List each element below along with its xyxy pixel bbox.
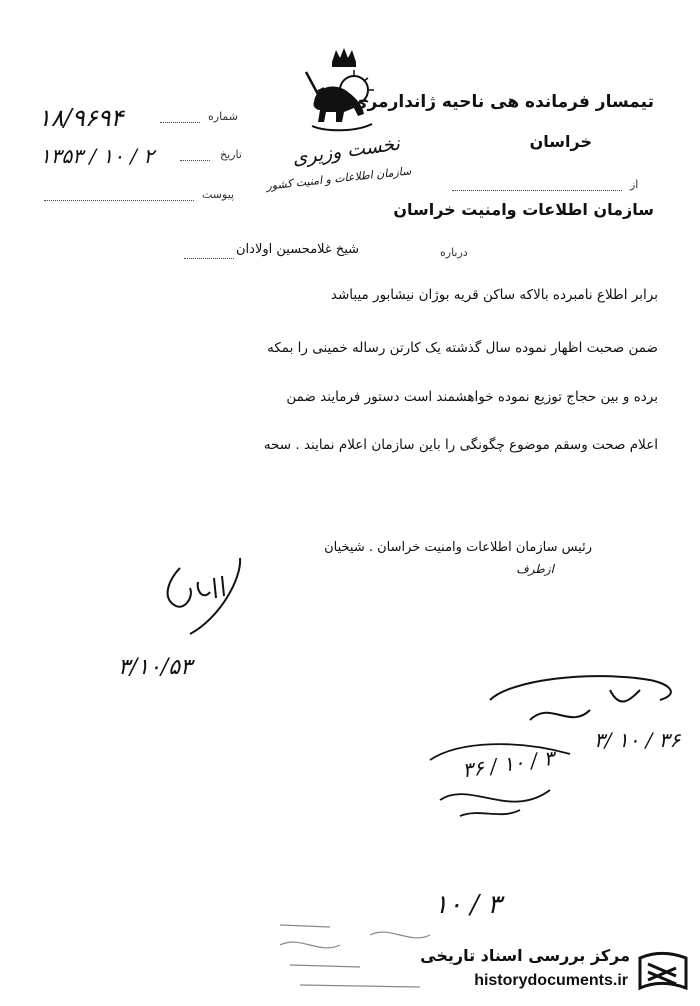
signature-by: ازطرف (516, 562, 554, 576)
from-label: از (630, 178, 639, 191)
addressee-line-1: تیمسار فرمانده هی ناحیه ژاندارمری (351, 92, 654, 112)
date-dots (180, 160, 210, 161)
subject-dots (184, 258, 234, 259)
handwritten-signature-1 (150, 548, 270, 638)
right-date-annotation-2: ۳۶ / ۱۰ / ۳ (460, 745, 556, 783)
date-label: تاریخ (220, 148, 242, 161)
number-label: شماره (208, 110, 239, 123)
subject-value: شیخ غلامحسین اولادان (236, 242, 360, 257)
body-line-3: برده و بین حجاج توزیع نموده خواهشمند است دستور فرمایند ضمن (286, 389, 658, 405)
ministry-label: نخست وزیری (290, 132, 402, 170)
watermark-logo-icon (636, 944, 690, 998)
number-row (30, 104, 246, 134)
date-value: ۱۳۵۳ / ۱۰ / ۲ (40, 144, 155, 168)
attachment-dots (44, 200, 194, 201)
watermark-line-2: historydocuments.ir (474, 972, 628, 989)
addressee-line-2: خراسان (529, 132, 592, 151)
right-date-annotation-1: ۳/ ۱۰ / ۳۶ (594, 728, 681, 752)
from-dots (452, 190, 622, 191)
bottom-date-annotation: ۱۰ / ۳ (434, 890, 502, 920)
signature-line: رئیس سازمان اطلاعات وامنیت خراسان . شیخیان (324, 540, 592, 555)
organization-label: سازمان اطلاعات و امنیت کشور (265, 164, 412, 193)
number-value: ۱۸/۹۶۹۴ (38, 104, 124, 132)
date-row (30, 144, 246, 174)
watermark-line-1: مرکز بررسی اسناد تاریخی (420, 946, 630, 965)
body-line-1: برابر اطلاع نامبرده بالاکه ساکن قریه بوژان نیشابور میباشد (330, 287, 658, 303)
attachment-row (30, 186, 246, 210)
subject-label: درباره (440, 246, 468, 259)
number-dots (160, 122, 200, 123)
body-line-2: ضمن صحبت اظهار نموده سال گذشته یک کارتن رساله خمینی را بمکه (267, 340, 658, 356)
body-line-4: اعلام صحت وسقم موضوع چگونگی را باین سازمان اعلام نمایند . سحه (263, 437, 658, 453)
sender-line: سازمان اطلاعات وامنیت خراسان (393, 200, 654, 219)
left-date-annotation: ۳/۱۰/۵۳ (118, 655, 192, 680)
handwritten-signature-3 (420, 730, 600, 830)
lion-and-sun-emblem (296, 42, 384, 134)
attachment-label: پیوست (202, 188, 235, 201)
